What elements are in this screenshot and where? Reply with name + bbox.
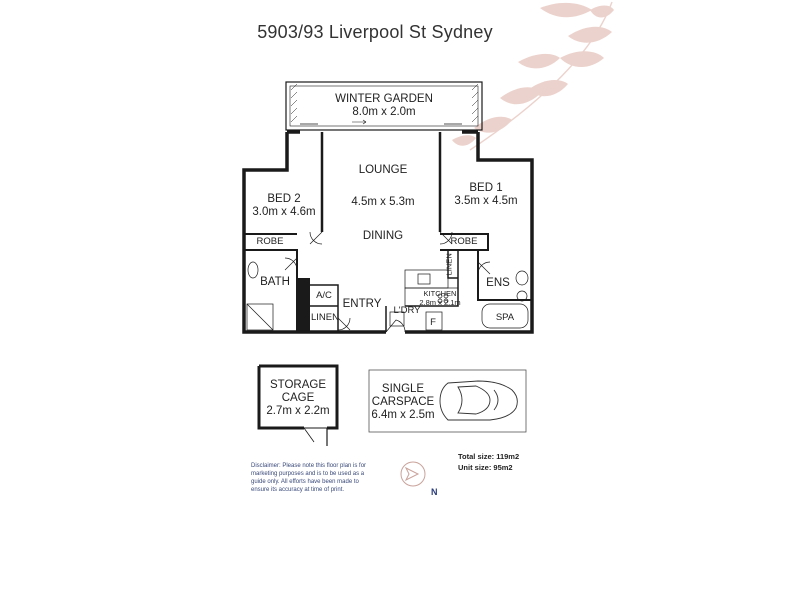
carspace-size: 6.4m x 2.5m	[371, 409, 435, 422]
kitchen-size: 2.8m x 2.1m	[419, 297, 461, 307]
entry-label: ENTRY	[342, 298, 382, 310]
storage-size: 2.7m x 2.2m	[266, 405, 330, 418]
spa-label: SPA	[495, 312, 515, 323]
bed2-size: 3.0m x 4.6m	[252, 206, 316, 219]
unit-size: Unit size: 95m2	[458, 462, 513, 472]
laundry-label: L'DRY	[393, 305, 421, 316]
lounge-size: 4.5m x 5.3m	[351, 196, 415, 208]
bath-fixtures	[247, 262, 273, 330]
robe-bed1-label: ROBE	[450, 236, 478, 247]
kitchen-name: KITCHEN	[423, 289, 457, 298]
winter-garden-label	[322, 93, 446, 119]
bed1-size: 3.5m x 4.5m	[454, 195, 518, 208]
winter-garden-size: 8.0m x 2.0m	[352, 106, 416, 119]
carspace-line1: SINGLE	[381, 383, 425, 395]
north-label: N	[431, 487, 438, 497]
total-size: Total size: 119m2	[458, 452, 520, 461]
winter-garden-name: WINTER GARDEN	[335, 93, 433, 105]
size-summary	[458, 452, 519, 474]
bath-label: BATH	[260, 276, 290, 288]
lounge-name: LOUNGE	[358, 164, 408, 176]
carspace-label	[370, 383, 436, 423]
bed2-label	[248, 193, 320, 219]
fridge-label: F	[430, 317, 436, 328]
lounge-label	[340, 164, 426, 177]
page-title: 5903/93 Liverpool St Sydney	[257, 22, 493, 42]
dining-label: DINING	[362, 230, 404, 242]
bed1-name: BED 1	[469, 182, 503, 194]
storage-line2: CAGE	[281, 392, 315, 405]
column	[297, 278, 310, 332]
disclaimer-text: Disclaimer: Please note this floor plan is for marketing purposes and is to be used as a guide only. All efforts have been made to ensure its accuracy at time of print.	[251, 463, 367, 494]
ac-label: A/C	[316, 290, 332, 301]
storage-cage-label	[262, 379, 334, 419]
compass-icon	[401, 462, 425, 486]
bed1-label	[448, 182, 524, 208]
linen-kitchen-label: LINEN	[444, 253, 454, 276]
car-icon	[440, 381, 517, 420]
ens-label: ENS	[486, 277, 510, 289]
carspace-line2: CARSPACE	[371, 396, 435, 409]
linen-entry-label: LINEN	[311, 312, 339, 323]
robe-bed2-label: ROBE	[256, 236, 284, 247]
storage-line1: STORAGE	[269, 379, 327, 391]
bed2-name: BED 2	[267, 193, 301, 205]
